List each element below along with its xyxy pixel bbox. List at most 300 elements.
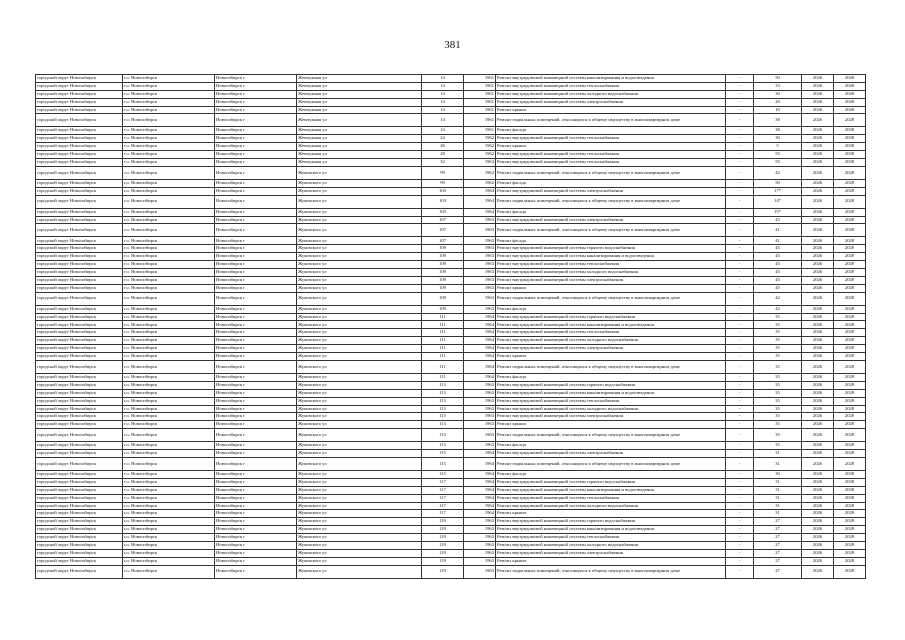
- cell-municipality: городской округ Новосибирск: [36, 345, 123, 353]
- cell-year-start: 2026: [802, 313, 834, 321]
- table-row: [36, 305, 866, 313]
- cell-cost: 55: [754, 151, 802, 159]
- cell-municipality: городской округ Новосибирск: [36, 98, 123, 106]
- cell-build-year: 1963: [464, 245, 496, 253]
- cell-street: Жемчужная ул: [297, 159, 422, 167]
- cell-build-year: 1961: [464, 127, 496, 135]
- cell-year-end: 2028: [834, 397, 866, 405]
- table-row: [36, 421, 866, 429]
- cell-municipality: городской округ Новосибирск: [36, 450, 123, 458]
- cell-city-district: г.о. Новосибирск: [123, 224, 215, 237]
- cell-locality: Новосибирск г: [215, 245, 297, 253]
- cell-build-year: 1962: [464, 151, 496, 159]
- cell-street: Жуковского ул: [297, 373, 422, 381]
- cell-cost: 45: [754, 245, 802, 253]
- cell-municipality: городской округ Новосибирск: [36, 245, 123, 253]
- cell-year-end: 2028: [834, 224, 866, 237]
- cell-house-number: 119: [422, 534, 464, 542]
- cell-cost: 50: [754, 179, 802, 187]
- cell-year-end: 2028: [834, 90, 866, 98]
- cell-work-type: Ремонт крыши: [496, 557, 726, 565]
- cell-cost: 42: [754, 292, 802, 305]
- cell-build-year: 1963: [464, 261, 496, 269]
- cell-cost: 30: [754, 470, 802, 478]
- table-row: [36, 549, 866, 557]
- cell-municipality: городской округ Новосибирск: [36, 360, 123, 373]
- cell-cost: 27: [754, 557, 802, 565]
- cell-year-start: 2026: [802, 114, 834, 127]
- cell-cost: 41: [754, 224, 802, 237]
- cell-municipality: городской округ Новосибирск: [36, 237, 123, 245]
- cell-work-type: Ремонт подвальных помещений, относящихся к общему имуществу в многоквартирном доме: [496, 457, 726, 470]
- cell-build-year: 1963: [464, 253, 496, 261]
- cell-street: Жуковского ул: [297, 397, 422, 405]
- cell-cost: 45: [754, 276, 802, 284]
- cell-house-number: 111: [422, 345, 464, 353]
- cell-year-start: 2026: [802, 502, 834, 510]
- cell-dash: -: [726, 284, 754, 292]
- cell-build-year: 1963: [464, 269, 496, 277]
- cell-dash: -: [726, 253, 754, 261]
- cell-build-year: 1963: [464, 534, 496, 542]
- cell-municipality: городской округ Новосибирск: [36, 478, 123, 486]
- table-row: [36, 413, 866, 421]
- cell-cost: 35: [754, 381, 802, 389]
- cell-dash: -: [726, 450, 754, 458]
- cell-city-district: г.о. Новосибирск: [123, 502, 215, 510]
- cell-work-type: Ремонт внутридомовой инженерной системы электроснабжения: [496, 413, 726, 421]
- cell-build-year: 1963: [464, 292, 496, 305]
- cell-dash: -: [726, 557, 754, 565]
- cell-work-type: Ремонт крыши: [496, 353, 726, 361]
- cell-cost: 31: [754, 478, 802, 486]
- cell-work-type: Ремонт подвальных помещений, относящихся к общему имуществу в многоквартирном доме: [496, 224, 726, 237]
- cell-cost: 35: [754, 397, 802, 405]
- table-row: [36, 442, 866, 450]
- cell-work-type: Ремонт фасада: [496, 373, 726, 381]
- cell-locality: Новосибирск г: [215, 397, 297, 405]
- cell-street: Жуковского ул: [297, 313, 422, 321]
- table-row: [36, 284, 866, 292]
- cell-locality: Новосибирск г: [215, 208, 297, 216]
- cell-house-number: 117: [422, 478, 464, 486]
- cell-year-start: 2026: [802, 478, 834, 486]
- cell-house-number: 109: [422, 261, 464, 269]
- cell-work-type: Ремонт внутридомовой инженерной системы канализирования и водоотведения: [496, 321, 726, 329]
- cell-cost: 42: [754, 305, 802, 313]
- cell-build-year: 1964: [464, 373, 496, 381]
- table-row: [36, 90, 866, 98]
- cell-build-year: 1964: [464, 208, 496, 216]
- cell-municipality: городской округ Новосибирск: [36, 276, 123, 284]
- cell-dash: -: [726, 478, 754, 486]
- cell-house-number: 113: [422, 381, 464, 389]
- cell-build-year: 1964: [464, 486, 496, 494]
- cell-street: Жемчужная ул: [297, 106, 422, 114]
- cell-year-start: 2026: [802, 98, 834, 106]
- cell-work-type: Ремонт крыши: [496, 284, 726, 292]
- cell-cost: 20: [754, 98, 802, 106]
- cell-locality: Новосибирск г: [215, 510, 297, 518]
- cell-work-type: Ремонт внутридомовой инженерной системы горячего водоснабжения: [496, 313, 726, 321]
- cell-year-end: 2028: [834, 557, 866, 565]
- cell-work-type: Ремонт внутридомовой инженерной системы электроснабжения: [496, 187, 726, 195]
- cell-cost: 38: [754, 114, 802, 127]
- cell-house-number: 26: [422, 143, 464, 151]
- cell-house-number: 117: [422, 494, 464, 502]
- cell-house-number: 103: [422, 195, 464, 208]
- cell-municipality: городской округ Новосибирск: [36, 421, 123, 429]
- cell-build-year: 1964: [464, 187, 496, 195]
- cell-dash: -: [726, 114, 754, 127]
- cell-year-end: 2028: [834, 405, 866, 413]
- cell-locality: Новосибирск г: [215, 224, 297, 237]
- table-row: [36, 526, 866, 534]
- table-row: [36, 470, 866, 478]
- cell-build-year: 1964: [464, 494, 496, 502]
- cell-street: Жуковского ул: [297, 179, 422, 187]
- cell-year-start: 2026: [802, 261, 834, 269]
- cell-city-district: г.о. Новосибирск: [123, 526, 215, 534]
- cell-city-district: г.о. Новосибирск: [123, 75, 215, 83]
- cell-work-type: Ремонт фасада: [496, 127, 726, 135]
- cell-street: Жуковского ул: [297, 345, 422, 353]
- cell-year-start: 2026: [802, 373, 834, 381]
- table-row: [36, 329, 866, 337]
- cell-dash: -: [726, 237, 754, 245]
- cell-dash: -: [726, 565, 754, 578]
- cell-locality: Новосибирск г: [215, 98, 297, 106]
- cell-dash: -: [726, 457, 754, 470]
- cell-locality: Новосибирск г: [215, 450, 297, 458]
- cell-locality: Новосибирск г: [215, 143, 297, 151]
- cell-build-year: 1964: [464, 510, 496, 518]
- cell-year-start: 2026: [802, 321, 834, 329]
- cell-work-type: Ремонт внутридомовой инженерной системы горячего водоснабжения: [496, 478, 726, 486]
- cell-year-end: 2028: [834, 135, 866, 143]
- cell-city-district: г.о. Новосибирск: [123, 98, 215, 106]
- cell-street: Жуковского ул: [297, 381, 422, 389]
- cell-city-district: г.о. Новосибирск: [123, 187, 215, 195]
- cell-dash: -: [726, 187, 754, 195]
- cell-year-start: 2026: [802, 151, 834, 159]
- cell-city-district: г.о. Новосибирск: [123, 261, 215, 269]
- cell-street: Жемчужная ул: [297, 114, 422, 127]
- cell-dash: -: [726, 389, 754, 397]
- cell-year-end: 2028: [834, 518, 866, 526]
- cell-build-year: 1964: [464, 345, 496, 353]
- table-row: [36, 557, 866, 565]
- cell-dash: -: [726, 397, 754, 405]
- cell-dash: -: [726, 470, 754, 478]
- cell-house-number: 119: [422, 518, 464, 526]
- cell-build-year: 1964: [464, 457, 496, 470]
- cell-build-year: 1963: [464, 389, 496, 397]
- cell-cost: 42: [754, 166, 802, 179]
- cell-locality: Новосибирск г: [215, 329, 297, 337]
- cell-locality: Новосибирск г: [215, 413, 297, 421]
- cell-city-district: г.о. Новосибирск: [123, 494, 215, 502]
- cell-dash: -: [726, 75, 754, 83]
- cell-work-type: Ремонт внутридомовой инженерной системы канализирования и водоотведения: [496, 389, 726, 397]
- cell-cost: 35: [754, 345, 802, 353]
- cell-municipality: городской округ Новосибирск: [36, 470, 123, 478]
- cell-locality: Новосибирск г: [215, 151, 297, 159]
- cell-work-type: Ремонт внутридомовой инженерной системы теплоснабжения: [496, 151, 726, 159]
- cell-municipality: городской округ Новосибирск: [36, 389, 123, 397]
- cell-dash: -: [726, 321, 754, 329]
- cell-locality: Новосибирск г: [215, 565, 297, 578]
- cell-house-number: 103: [422, 208, 464, 216]
- cell-work-type: Ремонт внутридомовой инженерной системы канализирования и водоотведения: [496, 75, 726, 83]
- cell-house-number: 28: [422, 151, 464, 159]
- cell-street: Жуковского ул: [297, 442, 422, 450]
- cell-cost: 45: [754, 216, 802, 224]
- cell-year-end: 2028: [834, 269, 866, 277]
- table-row: [36, 237, 866, 245]
- table-row: [36, 292, 866, 305]
- cell-work-type: Ремонт внутридомовой инженерной системы холодного водоснабжения: [496, 269, 726, 277]
- cell-work-type: Ремонт внутридомовой инженерной системы теплоснабжения: [496, 534, 726, 542]
- cell-build-year: 1963: [464, 284, 496, 292]
- cell-locality: Новосибирск г: [215, 457, 297, 470]
- cell-municipality: городской округ Новосибирск: [36, 413, 123, 421]
- cell-work-type: Ремонт внутридомовой инженерной системы теплоснабжения: [496, 397, 726, 405]
- cell-year-start: 2026: [802, 518, 834, 526]
- cell-municipality: городской округ Новосибирск: [36, 518, 123, 526]
- cell-locality: Новосибирск г: [215, 557, 297, 565]
- cell-cost: 5: [754, 143, 802, 151]
- cell-municipality: городской округ Новосибирск: [36, 502, 123, 510]
- cell-city-district: г.о. Новосибирск: [123, 253, 215, 261]
- cell-build-year: 1963: [464, 429, 496, 442]
- cell-build-year: 1962: [464, 179, 496, 187]
- table-row: [36, 269, 866, 277]
- cell-build-year: 1963: [464, 224, 496, 237]
- cell-locality: Новосибирск г: [215, 114, 297, 127]
- cell-locality: Новосибирск г: [215, 106, 297, 114]
- cell-dash: -: [726, 518, 754, 526]
- cell-street: Жемчужная ул: [297, 135, 422, 143]
- cell-build-year: 1963: [464, 305, 496, 313]
- cell-city-district: г.о. Новосибирск: [123, 305, 215, 313]
- cell-house-number: 109: [422, 284, 464, 292]
- cell-year-start: 2026: [802, 329, 834, 337]
- cell-year-start: 2026: [802, 541, 834, 549]
- cell-municipality: городской округ Новосибирск: [36, 166, 123, 179]
- cell-street: Жуковского ул: [297, 421, 422, 429]
- cell-build-year: 1963: [464, 397, 496, 405]
- table-row: [36, 253, 866, 261]
- cell-year-start: 2026: [802, 224, 834, 237]
- cell-street: Жуковского ул: [297, 321, 422, 329]
- cell-street: Жуковского ул: [297, 450, 422, 458]
- cell-municipality: городской округ Новосибирск: [36, 353, 123, 361]
- cell-year-end: 2028: [834, 143, 866, 151]
- cell-work-type: Ремонт внутридомовой инженерной системы канализирования и водоотведения: [496, 526, 726, 534]
- cell-build-year: 1963: [464, 237, 496, 245]
- cell-municipality: городской округ Новосибирск: [36, 143, 123, 151]
- cell-house-number: 14: [422, 82, 464, 90]
- cell-municipality: городской округ Новосибирск: [36, 151, 123, 159]
- cell-city-district: г.о. Новосибирск: [123, 208, 215, 216]
- cell-city-district: г.о. Новосибирск: [123, 557, 215, 565]
- cell-build-year: 1961: [464, 82, 496, 90]
- cell-year-end: 2028: [834, 373, 866, 381]
- table-row: [36, 245, 866, 253]
- cell-city-district: г.о. Новосибирск: [123, 510, 215, 518]
- cell-year-end: 2028: [834, 565, 866, 578]
- cell-city-district: г.о. Новосибирск: [123, 127, 215, 135]
- cell-build-year: 1961: [464, 106, 496, 114]
- cell-year-start: 2026: [802, 187, 834, 195]
- cell-locality: Новосибирск г: [215, 405, 297, 413]
- cell-year-end: 2028: [834, 166, 866, 179]
- cell-locality: Новосибирск г: [215, 541, 297, 549]
- table-row: [36, 135, 866, 143]
- cell-cost: 35: [754, 353, 802, 361]
- cell-work-type: Ремонт внутридомовой инженерной системы электроснабжения: [496, 345, 726, 353]
- cell-locality: Новосибирск г: [215, 494, 297, 502]
- cell-dash: -: [726, 208, 754, 216]
- cell-city-district: г.о. Новосибирск: [123, 478, 215, 486]
- cell-work-type: Ремонт фасада: [496, 442, 726, 450]
- cell-build-year: 1963: [464, 541, 496, 549]
- cell-work-type: Ремонт внутридомовой инженерной системы горячего водоснабжения: [496, 518, 726, 526]
- table-row: [36, 313, 866, 321]
- cell-house-number: 119: [422, 565, 464, 578]
- table-row: [36, 429, 866, 442]
- cell-house-number: 111: [422, 360, 464, 373]
- cell-municipality: городской округ Новосибирск: [36, 75, 123, 83]
- cell-year-start: 2026: [802, 166, 834, 179]
- cell-year-start: 2026: [802, 253, 834, 261]
- cell-municipality: городской округ Новосибирск: [36, 457, 123, 470]
- cell-build-year: 1964: [464, 353, 496, 361]
- cell-locality: Новосибирск г: [215, 305, 297, 313]
- cell-dash: -: [726, 82, 754, 90]
- cell-locality: Новосибирск г: [215, 82, 297, 90]
- cell-street: Жуковского ул: [297, 429, 422, 442]
- table-row: [36, 381, 866, 389]
- cell-street: Жуковского ул: [297, 166, 422, 179]
- cell-house-number: 103: [422, 187, 464, 195]
- cell-locality: Новосибирск г: [215, 429, 297, 442]
- cell-locality: Новосибирск г: [215, 269, 297, 277]
- cell-house-number: 14: [422, 75, 464, 83]
- cell-year-start: 2026: [802, 565, 834, 578]
- cell-year-end: 2028: [834, 457, 866, 470]
- cell-build-year: 1962: [464, 166, 496, 179]
- table-row: [36, 486, 866, 494]
- cell-work-type: Ремонт внутридомовой инженерной системы горячего водоснабжения: [496, 381, 726, 389]
- cell-city-district: г.о. Новосибирск: [123, 381, 215, 389]
- cell-cost: 35: [754, 329, 802, 337]
- cell-year-end: 2028: [834, 106, 866, 114]
- cell-cost: 35: [754, 405, 802, 413]
- cell-cost: 30: [754, 135, 802, 143]
- cell-work-type: Ремонт внутридомовой инженерной системы теплоснабжения: [496, 329, 726, 337]
- cell-locality: Новосибирск г: [215, 502, 297, 510]
- table-row: [36, 179, 866, 187]
- cell-locality: Новосибирск г: [215, 478, 297, 486]
- cell-cost: 35: [754, 389, 802, 397]
- cell-year-end: 2028: [834, 345, 866, 353]
- cell-city-district: г.о. Новосибирск: [123, 337, 215, 345]
- cell-locality: Новосибирск г: [215, 253, 297, 261]
- cell-city-district: г.о. Новосибирск: [123, 151, 215, 159]
- cell-locality: Новосибирск г: [215, 442, 297, 450]
- cell-house-number: 14: [422, 90, 464, 98]
- cell-locality: Новосибирск г: [215, 313, 297, 321]
- cell-city-district: г.о. Новосибирск: [123, 413, 215, 421]
- cell-year-end: 2028: [834, 360, 866, 373]
- cell-house-number: 117: [422, 502, 464, 510]
- cell-house-number: 32: [422, 159, 464, 167]
- cell-build-year: 1963: [464, 565, 496, 578]
- table-row: [36, 224, 866, 237]
- table-row: [36, 405, 866, 413]
- cell-house-number: 107: [422, 216, 464, 224]
- cell-city-district: г.о. Новосибирск: [123, 284, 215, 292]
- cell-dash: -: [726, 510, 754, 518]
- cell-house-number: 111: [422, 373, 464, 381]
- cell-work-type: Ремонт внутридомовой инженерной системы электроснабжения: [496, 450, 726, 458]
- cell-year-start: 2026: [802, 413, 834, 421]
- cell-year-start: 2026: [802, 389, 834, 397]
- cell-street: Жуковского ул: [297, 329, 422, 337]
- cell-work-type: Ремонт внутридомовой инженерной системы теплоснабжения: [496, 82, 726, 90]
- cell-city-district: г.о. Новосибирск: [123, 541, 215, 549]
- cell-year-end: 2028: [834, 82, 866, 90]
- cell-build-year: 1963: [464, 276, 496, 284]
- cell-year-start: 2026: [802, 486, 834, 494]
- cell-dash: -: [726, 345, 754, 353]
- cell-house-number: 115: [422, 457, 464, 470]
- cell-house-number: 119: [422, 549, 464, 557]
- cell-locality: Новосибирск г: [215, 261, 297, 269]
- cell-municipality: городской округ Новосибирск: [36, 195, 123, 208]
- cell-year-end: 2028: [834, 313, 866, 321]
- cell-locality: Новосибирск г: [215, 90, 297, 98]
- cell-year-end: 2028: [834, 305, 866, 313]
- cell-dash: -: [726, 429, 754, 442]
- cell-city-district: г.о. Новосибирск: [123, 237, 215, 245]
- cell-year-end: 2028: [834, 237, 866, 245]
- cell-house-number: 113: [422, 429, 464, 442]
- cell-locality: Новосибирск г: [215, 337, 297, 345]
- cell-street: Жуковского ул: [297, 253, 422, 261]
- cell-municipality: городской округ Новосибирск: [36, 510, 123, 518]
- cell-dash: -: [726, 549, 754, 557]
- cell-year-end: 2028: [834, 216, 866, 224]
- cell-locality: Новосибирск г: [215, 166, 297, 179]
- cell-dash: -: [726, 245, 754, 253]
- cell-year-end: 2028: [834, 494, 866, 502]
- cell-build-year: 1964: [464, 478, 496, 486]
- table-row: [36, 373, 866, 381]
- cell-year-start: 2026: [802, 127, 834, 135]
- cell-house-number: 113: [422, 397, 464, 405]
- cell-year-start: 2026: [802, 159, 834, 167]
- cell-work-type: Ремонт подвальных помещений, относящихся к общему имуществу в многоквартирном доме: [496, 565, 726, 578]
- cell-city-district: г.о. Новосибирск: [123, 276, 215, 284]
- cell-cost: 27: [754, 565, 802, 578]
- cell-year-end: 2028: [834, 195, 866, 208]
- cell-dash: -: [726, 276, 754, 284]
- cell-year-end: 2028: [834, 276, 866, 284]
- cell-city-district: г.о. Новосибирск: [123, 405, 215, 413]
